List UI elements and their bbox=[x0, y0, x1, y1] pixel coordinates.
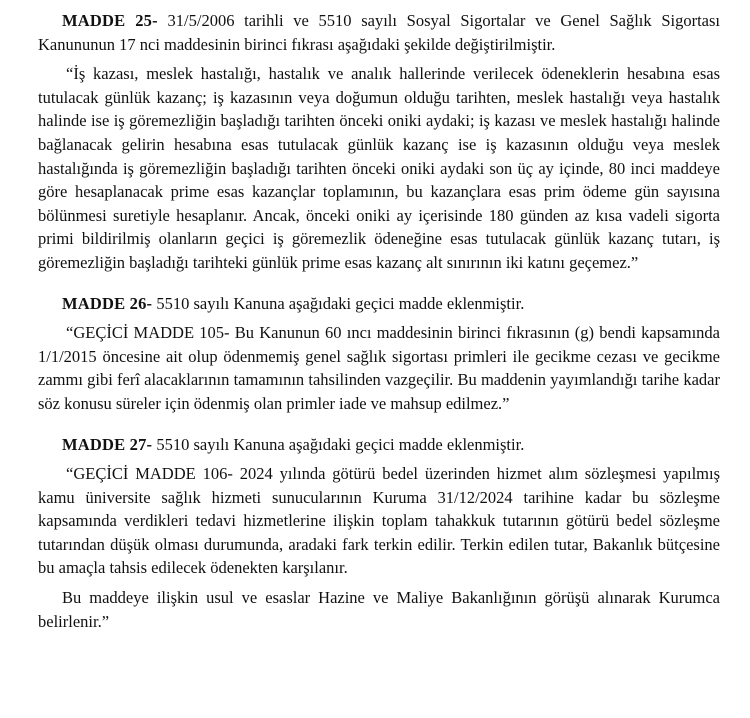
article-25-heading: MADDE 25- bbox=[62, 11, 158, 30]
article-26-heading: MADDE 26- bbox=[62, 293, 153, 313]
article-27-heading: MADDE 27- bbox=[62, 434, 153, 454]
article-26-intro bbox=[38, 292, 720, 316]
article-27-paragraph-1: “GEÇİCİ MADDE 106- 2024 yılında götürü bedel üzerinden hizmet alım sözleşmesi yapılmış kamu üniversite sağlık hizmeti sunucularının Kuruma 31/12/2024 tarihine kadar bu sözleşme kapsamında verdikleri tedavi hizmetlerine ilişkin toplam tahakkuk tutarının götürü bedel sözleşme tutarından düşük olması durumunda, aradaki fark terkin edilir. Terkin edilen tutar, Bakanlık bütçesine bu amaçla tahsis edilecek ödenekten karşılanır. bbox=[38, 464, 720, 578]
article-25-intro-text: 31/5/2006 tarihli ve 5510 sayılı Sosyal Sigortalar ve Genel Sağlık Sigortası Kanununun 17 nci maddesinin birinci fıkrası aşağıdaki şekilde değiştirilmiştir. bbox=[38, 11, 721, 54]
article-25-intro bbox=[38, 9, 720, 56]
article-27-paragraph-2: Bu maddeye ilişkin usul ve esaslar Hazine ve Maliye Bakanlığının görüşü alınarak Kurumca belirlenir.” bbox=[38, 588, 720, 631]
article-26-paragraph: “GEÇİCİ MADDE 105- Bu Kanunun 60 ıncı maddesinin birinci fıkrasının (g) bendi kapsamında 1/1/2015 öncesine ait olup ödenmemiş genel sağlık sigortası primleri ile gecikme cezası ve gecikme zammı gibi ferî alacaklarının tamamının tahsilinden vazgeçilir. Bu maddenin yayımlandığı tarihe kadar söz konusu süreler için ödenmiş olan primler iade ve mahsup edilmez.” bbox=[38, 323, 720, 413]
article-27-intro-text: 5510 sayılı Kanuna aşağıdaki geçici madde eklenmiştir. bbox=[156, 434, 525, 454]
article-25-paragraph: “İş kazası, meslek hastalığı, hastalık ve analık hallerinde verilecek ödeneklerin hesabına esas tutulacak günlük kazanç; iş kazasının veya doğumun olduğu tarihten, meslek hastalığı veya hastalık halinde ise iş göremezliğin başladığı tarihten önceki oniki aydaki; iş kazası ve meslek hastalığı halinde bağlanacak gelirin hesabına esas tutulacak günlük kazanç ise iş kazasının olduğu veya meslek hastalığında iş göremezliğin başladığı tarihten önceki oniki aydaki son üç ay içinde, 80 inci maddeye göre hesaplanacak prime esas kazançlar toplamının, bu kazançlara esas prim ödeme gün sayısına bölünmesi suretiyle hesaplanır. Ancak, önceki oniki ay içerisinde 180 günden az kısa vadeli sigorta primi bildirilmiş olanların geçici iş göremezlik ödeneğine esas tutulacak günlük kazanç tutarı, iş göremezliğin başladığı tarihteki günlük prime esas kazanç alt sınırının iki katını geçemez.” bbox=[38, 64, 720, 272]
article-27-intro bbox=[38, 433, 720, 457]
article-26-intro-text: 5510 sayılı Kanuna aşağıdaki geçici madde eklenmiştir. bbox=[156, 293, 525, 313]
